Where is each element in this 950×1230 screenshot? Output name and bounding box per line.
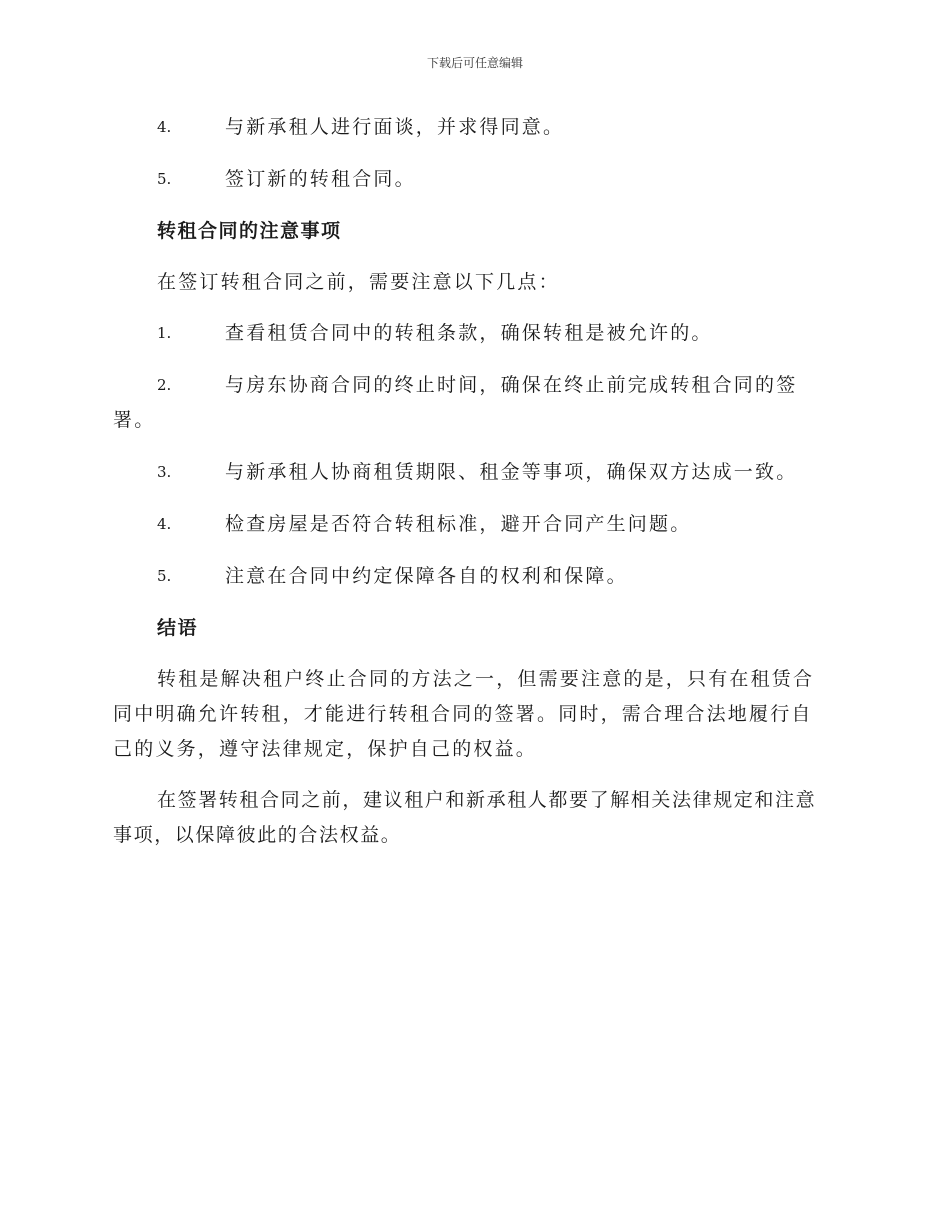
list-number: 3. [157,463,172,481]
list-text: 签订新的转租合同。 [225,168,416,190]
list-item [113,162,833,197]
section-heading-notes: 转租合同的注意事项 [157,220,342,242]
list-item [113,316,833,351]
list-item [113,110,833,145]
list-text: 检查房屋是否符合转租标准，避开合同产生问题。 [225,513,692,535]
list-item [113,559,833,594]
list-text: 与新承租人进行面谈，并求得同意。 [225,116,565,138]
list-number: 5. [157,567,172,585]
list-number: 2. [157,376,172,394]
section-intro: 在签订转租合同之前，需要注意以下几点： [157,271,560,293]
page-header: 下载后可任意编辑 [426,56,523,70]
document-body [113,110,833,869]
list-item [113,507,833,542]
list-text: 注意在合同中约定保障各自的权利和保障。 [225,565,628,587]
list-number: 4. [157,118,172,136]
conclusion-paragraph: 在签署转租合同之前，建议租户和新承租人都要了解相关法律规定和注意事项，以保障彼此的合法权益。 [113,789,817,846]
list-number: 4. [157,515,172,533]
list-text: 与房东协商合同的终止时间，确保在终止前完成转租合同的签署。 [113,374,798,431]
list-number: 1. [157,324,172,342]
list-number: 5. [157,170,172,188]
list-item [113,455,833,490]
list-item [113,368,833,438]
list-text: 与新承租人协商租赁期限、租金等事项，确保双方达成一致。 [225,461,798,483]
list-text: 查看租赁合同中的转租条款，确保转租是被允许的。 [225,322,713,344]
section-heading-conclusion: 结语 [157,617,199,639]
conclusion-paragraph: 转租是解决租户终止合同的方法之一，但需要注意的是，只有在租赁合同中明确允许转租，才能进行转租合同的签署。同时，需合理合法地履行自己的义务，遵守法律规定，保护自己的权益。 [113,668,815,760]
